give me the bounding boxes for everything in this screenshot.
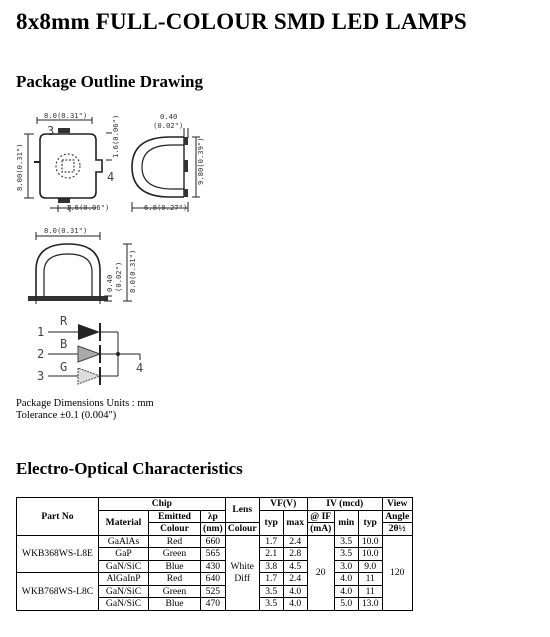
th-lens-colour: Colour: [225, 523, 259, 536]
view-cell-empty: [382, 535, 412, 548]
vf-typ-cell: 1.7: [259, 535, 283, 548]
package-tolerance: Tolerance ±0.1 (0.004"): [16, 410, 117, 421]
view-cell-empty: [382, 598, 412, 611]
vf-max-cell: 2.4: [283, 573, 307, 586]
colour-cell: Green: [149, 585, 201, 598]
iv-min-cell: 4.0: [334, 585, 358, 598]
diode-g-label: G: [60, 360, 68, 374]
front-view: [28, 226, 137, 304]
table-row: [17, 535, 413, 548]
if-cell-empty: [307, 585, 334, 598]
lambda-cell: 640: [201, 573, 226, 586]
th-iv: IV (mcd): [307, 498, 382, 511]
iv-typ-cell: 11: [358, 585, 382, 598]
view-value-cell: 120: [382, 560, 412, 585]
colour-cell: Red: [149, 535, 201, 548]
dim-side-height: 8.00(0.31"): [15, 143, 24, 191]
th-max: max: [283, 510, 307, 535]
page-title: 8x8mm FULL-COLOUR SMD LED LAMPS: [16, 9, 467, 34]
th-material: Material: [99, 510, 149, 535]
pin-3-top-label: 3: [47, 124, 55, 138]
view-cell-empty: [382, 585, 412, 598]
th-chip: Chip: [99, 498, 226, 511]
material-cell: GaN/SiC: [99, 598, 149, 611]
vf-typ-cell: 3.5: [259, 598, 283, 611]
iv-min-cell: 3.5: [334, 548, 358, 561]
dim-pin-spacing: 1.6(0.06"): [111, 114, 120, 158]
th-typ: typ: [259, 510, 283, 535]
colour-cell: Blue: [149, 598, 201, 611]
lambda-cell: 430: [201, 560, 226, 573]
vf-max-cell: 2.8: [283, 548, 307, 561]
vf-max-cell: 4.0: [283, 598, 307, 611]
material-cell: GaAlAs: [99, 535, 149, 548]
top-view: [15, 111, 120, 212]
th-lambda-unit: (nm): [201, 523, 226, 536]
side-view: [132, 112, 205, 212]
colour-cell: Blue: [149, 560, 201, 573]
table-row: [17, 573, 413, 586]
vf-typ-cell: 3.5: [259, 585, 283, 598]
pin-1-label: 1: [37, 325, 45, 339]
dim-front-thickness-in: (0.02"): [114, 261, 123, 292]
th-part-no: Part No: [17, 498, 99, 536]
view-cell-empty: [382, 548, 412, 561]
material-cell: GaN/SiC: [99, 560, 149, 573]
pin-4-label: 4: [136, 361, 144, 375]
th-half-angle: 2θ½: [382, 523, 412, 536]
vf-typ-cell: 1.7: [259, 573, 283, 586]
colour-cell: Green: [149, 548, 201, 561]
diode-r-label: R: [60, 314, 68, 328]
th-vf: VF(V): [259, 498, 307, 511]
dim-front-height: 8.0(0.31"): [128, 249, 137, 293]
th-typ2: typ: [358, 510, 382, 535]
dim-side-width: 6.8(0.27"): [144, 203, 188, 212]
vf-max-cell: 4.0: [283, 585, 307, 598]
package-heading: Package Outline Drawing: [16, 72, 203, 91]
colour-cell: Red: [149, 573, 201, 586]
lens-diff-cell: Diff: [225, 573, 259, 586]
th-view: View: [382, 498, 412, 511]
dim-front-thickness: 0.40: [105, 274, 114, 292]
iv-min-cell: 4.0: [334, 573, 358, 586]
material-cell: GaN/SiC: [99, 585, 149, 598]
iv-min-cell: 3.0: [334, 560, 358, 573]
dim-front-width: 8.0(0.31"): [44, 226, 88, 235]
package-outline-drawing: [0, 100, 260, 400]
iv-min-cell: 5.0: [334, 598, 358, 611]
lens-white-cell: White: [225, 560, 259, 573]
pin-3-label: 3: [37, 369, 45, 383]
eo-heading: Electro-Optical Characteristics: [16, 459, 243, 478]
iv-typ-cell: 13.0: [358, 598, 382, 611]
lens-cell-empty: [225, 535, 259, 548]
iv-typ-cell: 10.0: [358, 535, 382, 548]
lens-cell-empty: [225, 598, 259, 611]
dim-top-width: 8.0(0.31"): [44, 111, 88, 120]
package-units: Package Dimensions Units : mm: [16, 398, 154, 409]
th-angle: Angle: [382, 510, 412, 523]
iv-min-cell: 3.5: [334, 535, 358, 548]
iv-typ-cell: 9.0: [358, 560, 382, 573]
th-emitted: Emitted: [149, 510, 201, 523]
lambda-cell: 565: [201, 548, 226, 561]
vf-typ-cell: 3.8: [259, 560, 283, 573]
dim-side-height-right: 9.80(0.39"): [196, 137, 205, 185]
eo-table: [16, 497, 413, 611]
lambda-cell: 525: [201, 585, 226, 598]
lens-cell-empty: [225, 548, 259, 561]
material-cell: GaP: [99, 548, 149, 561]
iv-typ-cell: 10.0: [358, 548, 382, 561]
iv-typ-cell: 11: [358, 573, 382, 586]
if-value-cell: 20: [307, 560, 334, 585]
th-lens: Lens: [225, 498, 259, 523]
th-ma: (mA): [307, 523, 334, 536]
th-lambda: λp: [201, 510, 226, 523]
th-colour: Colour: [149, 523, 201, 536]
if-cell-empty: [307, 548, 334, 561]
part-no-cell: WKB368WS-L8E: [17, 535, 99, 573]
th-min: min: [334, 510, 358, 535]
led-schematic: [37, 314, 143, 385]
lambda-cell: 660: [201, 535, 226, 548]
vf-typ-cell: 2.1: [259, 548, 283, 561]
if-cell-empty: [307, 535, 334, 548]
diode-b-label: B: [60, 337, 68, 351]
vf-max-cell: 2.4: [283, 535, 307, 548]
material-cell: AlGaInP: [99, 573, 149, 586]
vf-max-cell: 4.5: [283, 560, 307, 573]
pin-4-side-label: 4: [107, 170, 115, 184]
dim-side-thickness-in: (0.02"): [153, 121, 184, 130]
if-cell-empty: [307, 598, 334, 611]
dim-bottom-pitch: 1.6(0.06"): [66, 203, 110, 212]
th-at-if: @ IF: [307, 510, 334, 523]
part-no-cell: WKB768WS-L8C: [17, 573, 99, 611]
dim-side-thickness: 0.40: [160, 112, 178, 121]
lambda-cell: 470: [201, 598, 226, 611]
lens-cell-empty: [225, 585, 259, 598]
pin-2-label: 2: [37, 347, 45, 361]
